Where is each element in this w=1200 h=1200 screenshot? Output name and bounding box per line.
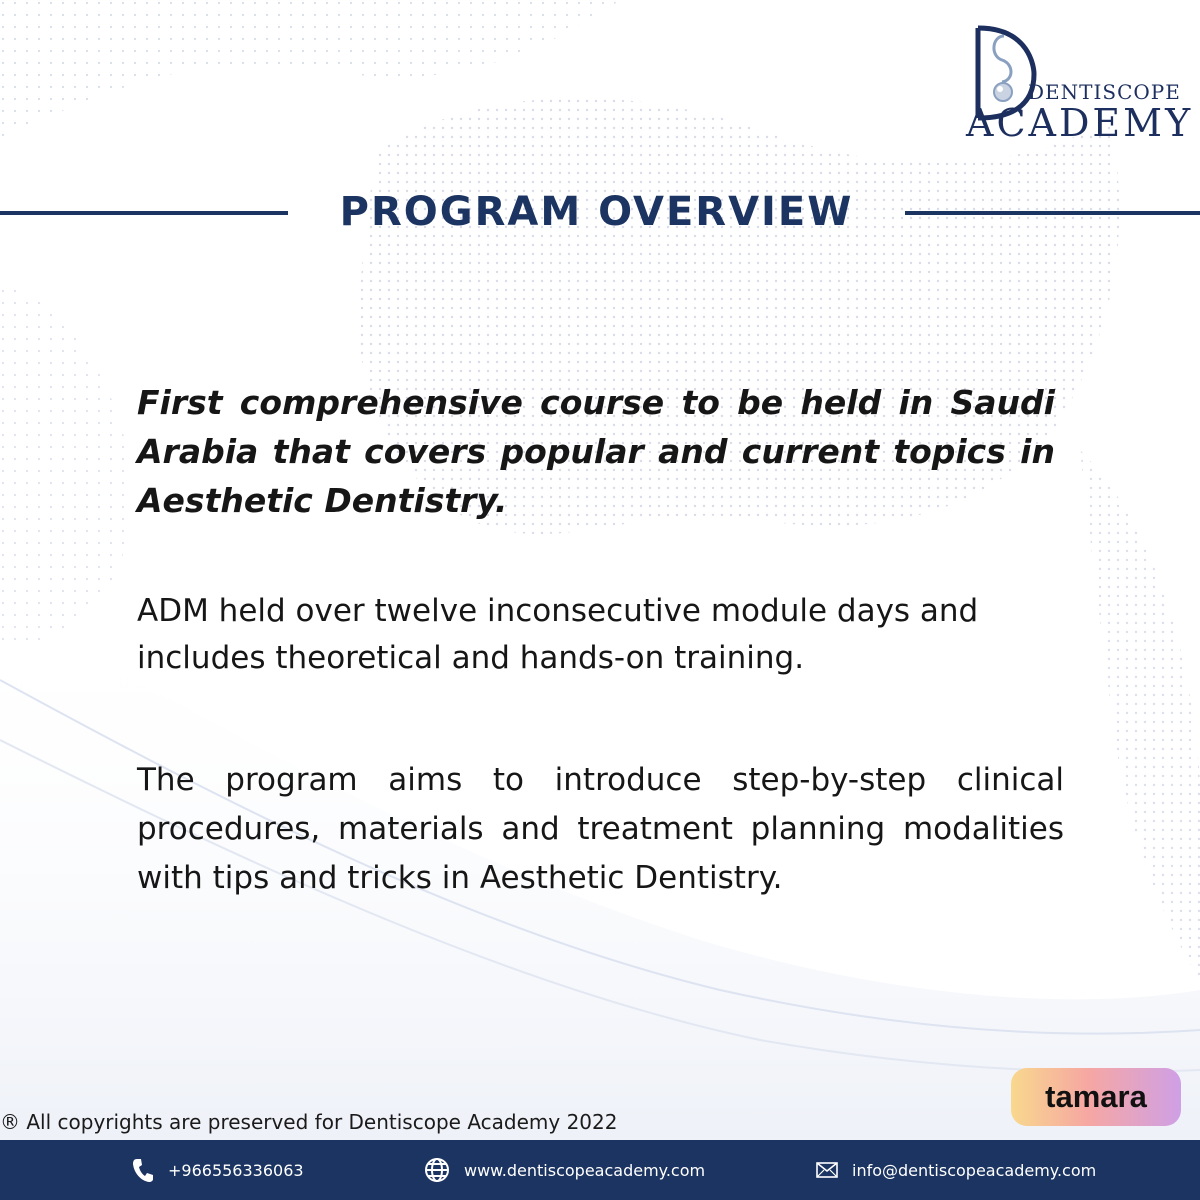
footer-website-text: www.dentiscopeacademy.com <box>464 1160 706 1180</box>
section-title: PROGRAM OVERVIEW <box>339 189 854 235</box>
footer-email[interactable] <box>816 1140 1096 1200</box>
aims-paragraph: The program aims to introduce step-by-step clinical procedures, materials and treatment planning modalities with tips and tricks in Aesthetic Dentistry. <box>137 762 1064 896</box>
footer-phone[interactable] <box>132 1140 304 1200</box>
copyright-notice: ® All copyrights are preserved for Dentiscope Academy 2022 <box>0 1110 618 1134</box>
logo-word-academy: ACADEMY <box>966 101 1194 145</box>
logo-word-dentiscope: DENTISCOPE <box>1028 80 1181 104</box>
heading-rule-right <box>905 211 1200 215</box>
footer-website[interactable] <box>424 1140 705 1200</box>
phone-icon <box>132 1157 154 1183</box>
footer-phone-text: +966556336063 <box>168 1160 304 1180</box>
tamara-partner-badge: tamara <box>1011 1068 1181 1126</box>
globe-icon <box>424 1157 450 1183</box>
section-heading-row <box>0 186 1200 238</box>
academy-logo <box>960 20 1194 145</box>
intro-paragraph: First comprehensive course to be held in Saudi Arabia that covers popular and current topics in Aesthetic Dentistry. <box>137 383 1055 520</box>
contact-footer <box>0 1140 1200 1200</box>
footer-email-text: info@dentiscopeacademy.com <box>852 1160 1097 1180</box>
format-paragraph: ADM held over twelve inconsecutive module days and includes theoretical and hands-on training. <box>137 593 979 676</box>
heading-rule-left <box>0 211 288 215</box>
mail-icon <box>816 1162 838 1178</box>
